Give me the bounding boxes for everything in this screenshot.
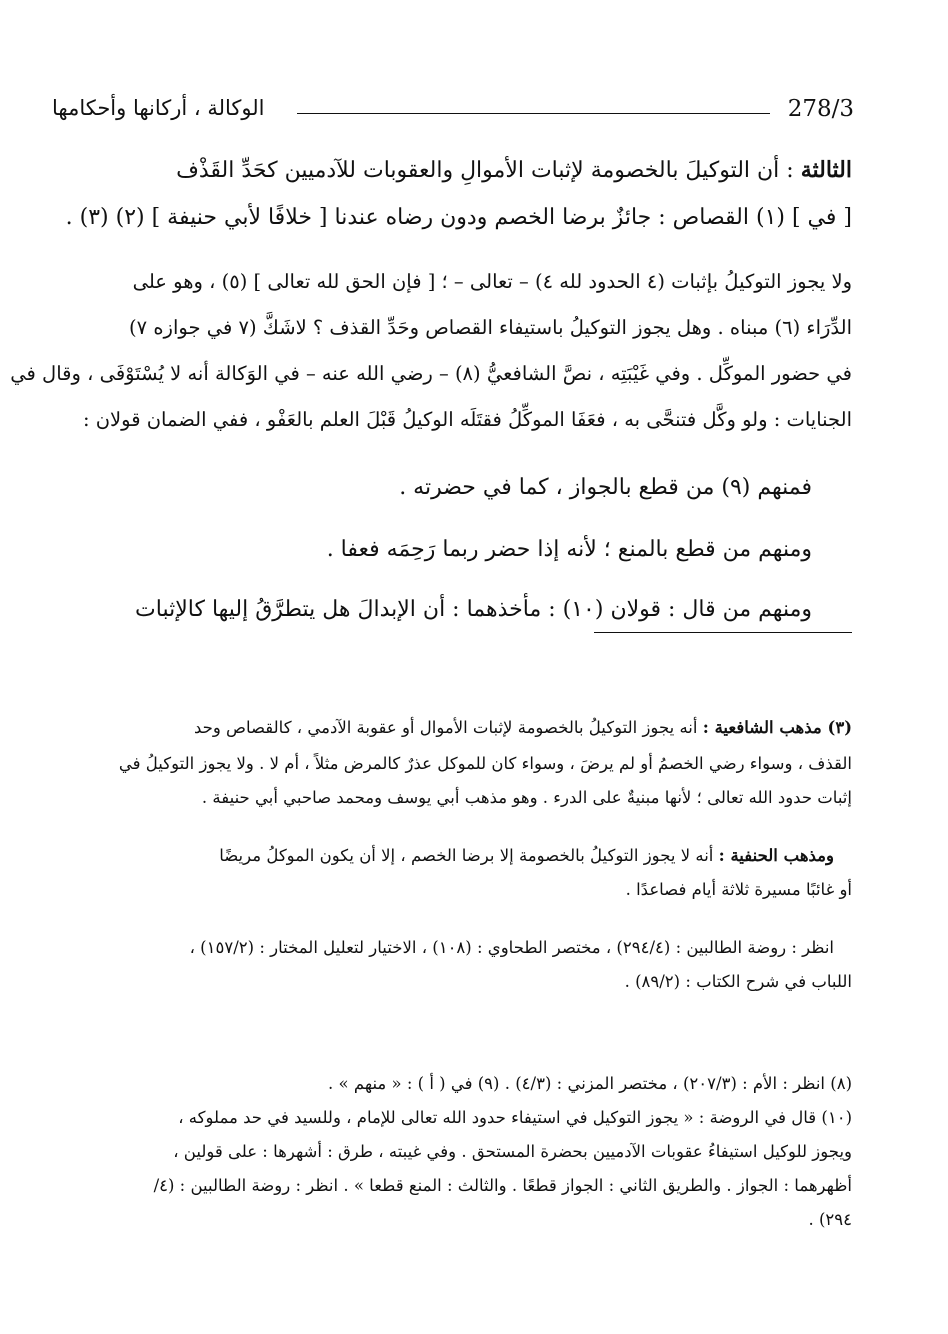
paragraph-1-text: : أن التوكيلَ بالخصومة لإثبات الأموالِ والعقوبات للآدميين كحَدِّ القَذْف xyxy=(176,158,794,183)
footnote-10-line-3: أظهرهما : الجواز . والطريق الثاني : الجواز قطعًا . والثالث : المنع قطعا » . انظر : روضة الطالبين : (٤/ xyxy=(153,1176,852,1195)
footnote-10-line-1: (١٠) قال في الروضة : « يجوز التوكيل في استيفاء حدود الله تعالى للإمام ، وللسيد في حد مملوكه ، xyxy=(178,1108,852,1127)
footnote-3-hanafi-line-2: أو غائبًا مسيرة ثلاثة أيام فصاعدًا . xyxy=(625,880,852,899)
footnote-3-hanafi-line-1 xyxy=(78,840,834,872)
footnote-3-refs-line-2: اللباب في شرح الكتاب : (٨٩/٢) . xyxy=(624,972,852,991)
footnote-10-line-2: ويجوز للوكيل استيفاءُ عقوبات الآدميين بحضرة المستحق . وفي غيبته ، طرق : أشهرها : على قولين ، xyxy=(173,1142,852,1161)
paragraph-2-line-4: الجنايات : ولو وكَّل فتنحَّى به ، فعَفَا الموكِّلُ فقتَلَه الوكيلُ قَبْلَ العلم بالعَفْو ، ففي الضمان قولان : xyxy=(82,408,852,431)
footnote-3-line-3: إثبات حدود الله تعالى ؛ لأنها مبنيةٌ على الدرء . وهو مذهب أبي يوسف ومحمد صاحبي أبي حنيفة . xyxy=(201,788,852,807)
paragraph-2-line-1: ولا يجوز التوكيلُ بإثبات (٤ الحدود لله ٤) – تعالى – ؛ [ فإن الحق لله تعالى ] (٥) ، وهو على xyxy=(132,270,852,293)
paragraph-1-line-1 xyxy=(70,150,852,191)
footnote-3-refs-line-1: انظر : روضة الطالبين : (٢٩٤/٤) ، مختصر الطحاوي : (١٠٨) ، الاختيار لتعليل المختار : (١٥٧/٢) ، xyxy=(189,938,834,957)
paragraph-3: فمنهم (٩) من قطع بالجواز ، كما في حضرته . xyxy=(399,475,812,500)
footnote-10-line-4: ٢٩٤) . xyxy=(808,1210,852,1229)
paragraph-4: ومنهم من قطع بالمنع ؛ لأنه إذا حضر ربما رَحِمَه فعفا . xyxy=(326,537,812,562)
running-title: الوكالة ، أركانها وأحكامها xyxy=(52,96,265,120)
footnote-3-line-1 xyxy=(78,712,852,744)
footnote-3-text-1: أنه يجوز التوكيلُ بالخصومة لإثبات الأموال أو عقوبة الآدمي ، كالقصاص وحد xyxy=(193,718,698,737)
footnote-separator xyxy=(594,632,852,633)
footnote-8-9: (٨) انظر : الأم : (٢٠٧/٣) ، مختصر المزني : (٤/٣) . (٩) في ( أ ) : « منهم » . xyxy=(328,1074,852,1093)
paragraph-5: ومنهم من قال : قولان (١٠) : مأخذهما : أن الإبدالَ هل يتطرَّقُ إليها كالإثبات xyxy=(135,597,812,622)
paragraph-2-line-3: في حضور الموكِّل . وفي غَيْبَتِه ، نصَّ الشافعيُّ (٨) – رضي الله عنه – في الوَكالة أنه لا يُسْتَوْفَى ، وقال في xyxy=(10,362,852,385)
paragraph-1-line-2: [ في ] (١) القصاص : جائزٌ برضا الخصم ودون رضاه عندنا [ خلافًا لأبي حنيفة ] (٢) (٣) . xyxy=(65,205,852,230)
header-rule xyxy=(297,113,770,114)
hanafi-text-1: أنه لا يجوز التوكيلُ بالخصومة إلا برضا الخصم ، إلا أن يكون الموكلُ مريضًا xyxy=(219,846,714,865)
footnote-3-line-2: القذف ، وسواء رضي الخصمُ أو لم يرضَ ، وسواء كان للموكل عذرٌ كالمرض مثلاً ، أم لا . ولا يجوز التوكيلُ في xyxy=(118,754,852,773)
paragraph-2-line-2: الدِّرَاء (٦) مبناه . وهل يجوز التوكيلُ باستيفاء القصاص وحَدِّ القذف ؟ لاشَكَّ (٧ في جوازه ٧) xyxy=(129,316,852,339)
hanafi-label: ومذهب الحنفية : xyxy=(718,846,834,865)
page-number: 278/3 xyxy=(787,96,854,122)
footnote-3-label: (٣) مذهب الشافعية : xyxy=(702,718,852,737)
section-label: الثالثة xyxy=(800,157,852,183)
page-header xyxy=(52,96,854,136)
